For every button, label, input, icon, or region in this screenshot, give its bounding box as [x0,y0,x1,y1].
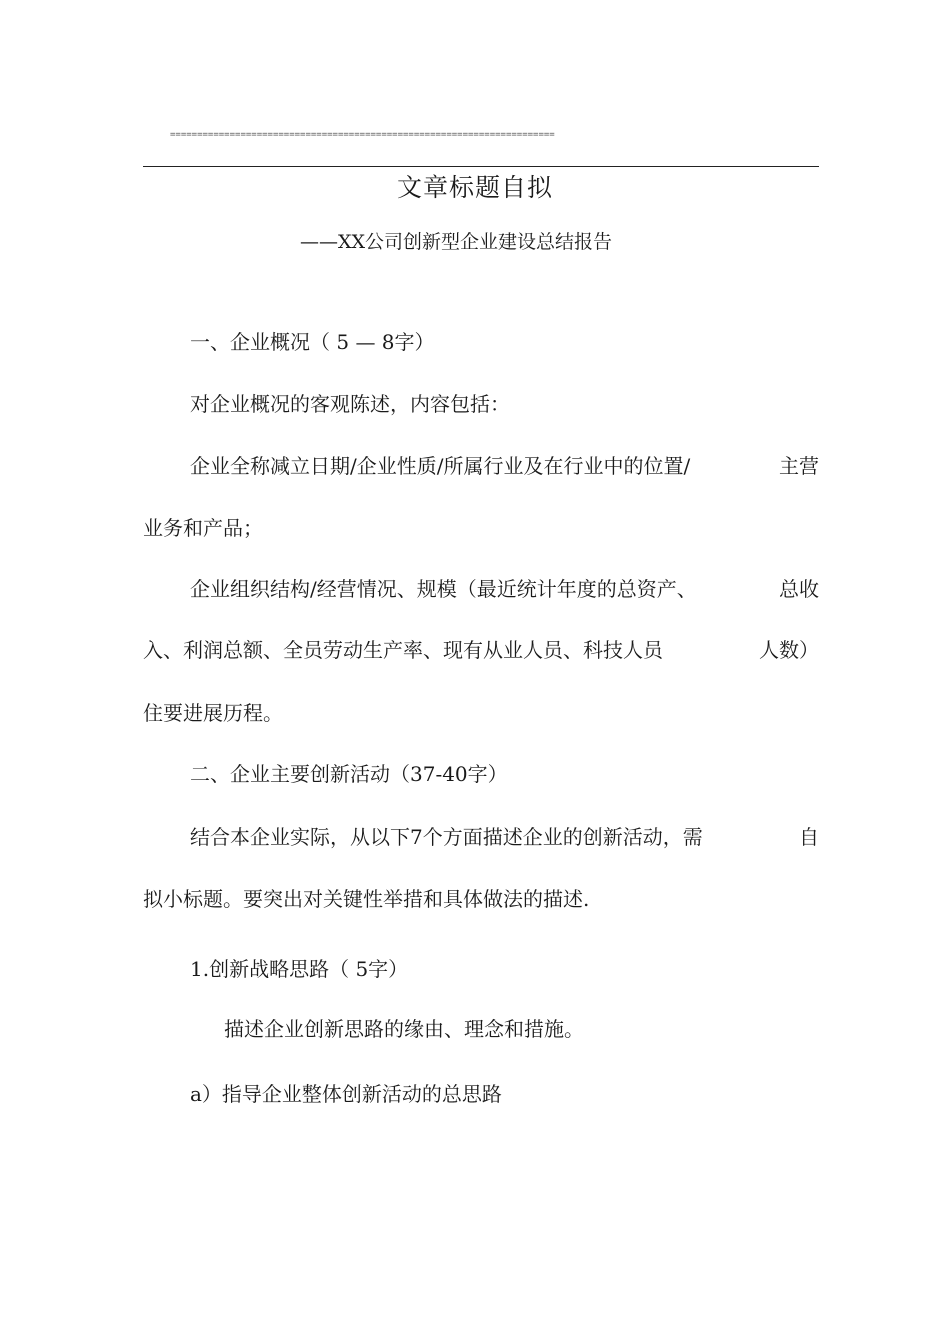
paragraph-2-line-1-end: 总收 [779,577,819,601]
item-1-heading: 1.创新战略思路（ 5字） [190,957,409,981]
section-2-line-1-text: 结合本企业实际，从以下7个方面描述企业的创新活动，需 [190,825,703,849]
item-1-description: 描述企业创新思路的缘由、理念和措施。 [224,1017,584,1041]
paragraph-2-line-2-end: 人数） [759,638,819,662]
paragraph-2-line-2-text: 入、利润总额、全员劳动生产率、现有从业人员、科技人员 [143,638,663,662]
header-rule-text: ======================================================================= [170,130,555,140]
section-2-heading: 二、企业主要创新活动（37-40字） [190,762,508,786]
paragraph-1-line-1 [190,450,819,482]
paragraph-2-line-1 [190,573,819,605]
document-subtitle: ——XX公司创新型企业建设总结报告 [300,231,613,253]
paragraph-1-line-2: 业务和产品； [143,516,263,540]
section-1-intro: 对企业概况的客观陈述，内容包括： [190,392,510,416]
header-divider [143,166,819,167]
paragraph-2-line-3: 住要进展历程。 [143,701,283,725]
section-1-heading: 一、企业概况（ 5 — 8字） [190,330,435,354]
paragraph-1-line-1-text: 企业全称减立日期/企业性质/所属行业及在行业中的位置/ [190,454,691,478]
paragraph-1-line-1-end: 主营 [779,454,819,478]
section-2-line-2: 拟小标题。要突出对关键性举措和具体做法的描述. [143,887,590,911]
item-1-point-a: a）指导企业整体创新活动的总思路 [190,1082,502,1106]
paragraph-2-line-2 [143,634,819,666]
section-2-line-1-end: 自 [799,825,819,849]
section-2-line-1 [190,821,819,853]
paragraph-2-line-1-text: 企业组织结构/经营情况、规模（最近统计年度的总资产、 [190,577,697,601]
document-title: 文章标题自拟 [396,173,553,202]
